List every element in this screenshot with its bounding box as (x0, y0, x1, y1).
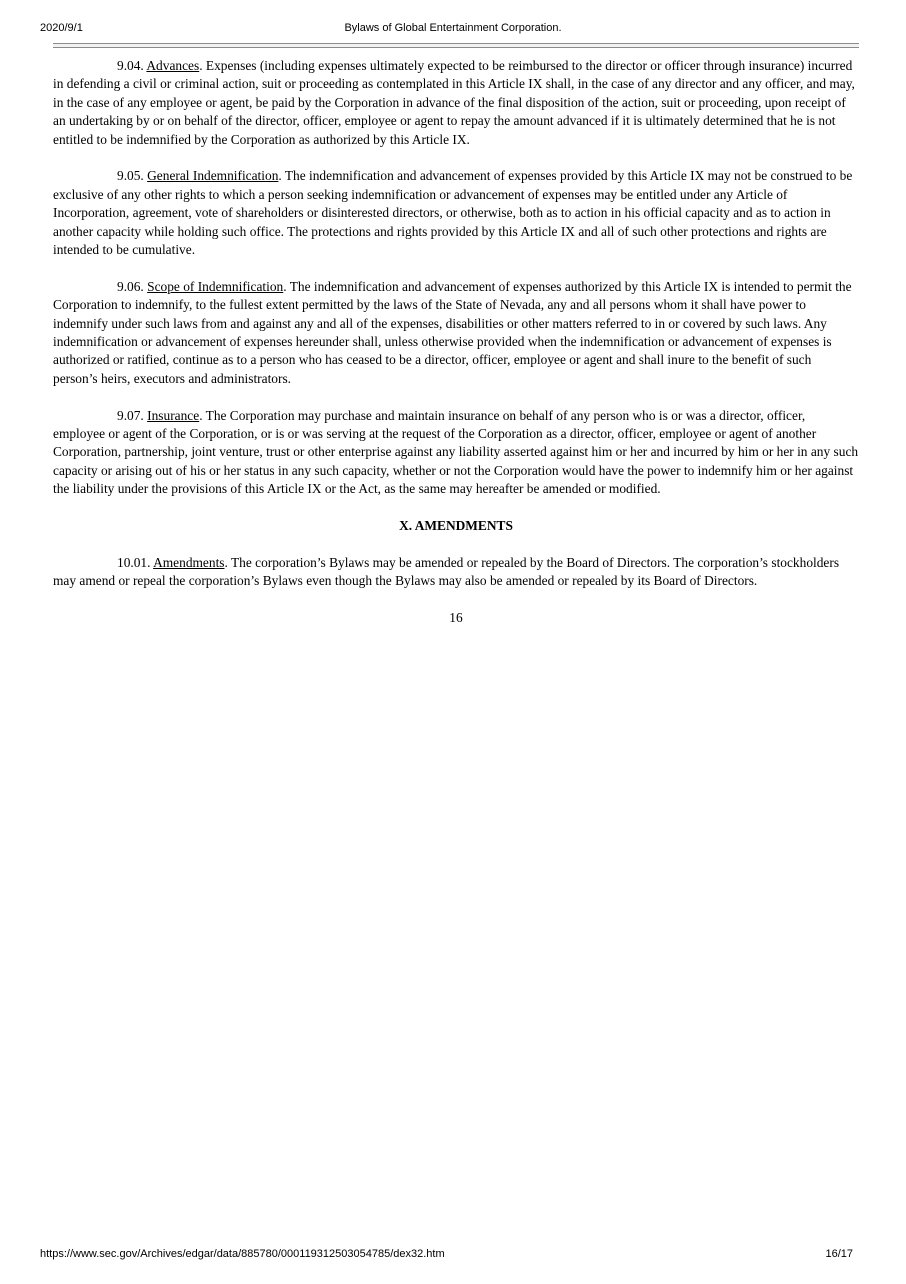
section-body: . Expenses (including expenses ultimately expected to be reimbursed to the director or officer through insurance) incurred in defending a civil or criminal action, suit or proceeding as contemplated in this Article IX shall, in the case of any director and any officer, and may, in the case of any employee or agent, be paid by the Corporation in advance of the final disposition of the action, suit or proceeding, upon receipt of an undertaking by or on behalf of the director, officer, employee or agent to repay the amount advanced if it is ultimately determined that he is not entitled to be indemnified by the Corporation as authorized by this Article IX. (53, 58, 855, 147)
section-title: Advances (146, 58, 200, 73)
document-title: Bylaws of Global Entertainment Corporation. (344, 22, 562, 34)
header-rule (53, 43, 859, 48)
print-header (40, 22, 866, 38)
print-footer (40, 1248, 866, 1264)
article-heading: X. AMENDMENTS (399, 518, 513, 534)
section-title: Scope of Indemnification (147, 278, 284, 294)
section-number: 9.06. (117, 278, 144, 294)
section-title: Amendments (153, 554, 225, 570)
section-9-04 (53, 57, 859, 149)
footer-page-count: 16/17 (825, 1248, 853, 1260)
document-body (53, 57, 859, 646)
section-number: 9.04. (117, 58, 144, 73)
section-10-01 (53, 554, 859, 591)
section-body: . The Corporation may purchase and maintain insurance on behalf of any person who is or was a director, officer, employee or agent of the Corporation, or is or was serving at the request of the Corporation as a director, officer, employee or agent of another Corporation, partnership, joint venture, trust or other enterprise against any liability asserted against him or her and incurred by him or her in any such capacity or arising out of his or her status in any such capacity, whether or not the Corporation would have the power to indemnify him or her against the liability under the provisions of this Article IX or the Act, as the same may hereafter be amended or modified. (53, 407, 859, 497)
section-number: 9.07. (117, 407, 144, 423)
section-9-06 (53, 278, 859, 388)
section-body: . The corporation’s Bylaws may be amended or repealed by the Board of Directors. The corporation’s stockholders may amend or repeal the corporation’s Bylaws even though the Bylaws may also be amended or repealed by its Board of Directors. (53, 554, 840, 589)
section-title: General Indemnification (147, 168, 279, 184)
print-date: 2020/9/1 (40, 22, 83, 34)
section-body: . The indemnification and advancement of expenses authorized by this Article IX is intended to permit the Corporation to indemnify, to the fullest extent permitted by the laws of the State of Nevada, any and all persons whom it shall have power to indemnify under such laws from and against any and all of the expenses, disabilities or other matters referred to in or covered by such laws. Any indemnification or advancement of expenses hereunder shall, unless otherwise provided when the indemnification or advancement of expenses is authorized or ratified, continue as to a person who has ceased to be a director, officer, employee or agent and shall inure to the benefit of such person’s heirs, executors and administrators. (53, 278, 852, 386)
footer-url: https://www.sec.gov/Archives/edgar/data/885780/000119312503054785/dex32.htm (40, 1248, 445, 1260)
section-number: 10.01. (117, 554, 151, 570)
section-number: 9.05. (117, 168, 144, 184)
section-body: . The indemnification and advancement of expenses provided by this Article IX may not be construed to be exclusive of any other rights to which a person seeking indemnification or advancement of expenses may be entitled under any Article of Incorporation, agreement, vote of shareholders or disinterested directors, or otherwise, both as to action in his official capacity and as to action in another capacity while holding such office. The protections and rights provided by this Article IX and all of such other protections and rights are intended to be cumulative. (53, 168, 853, 258)
section-9-05 (53, 167, 859, 259)
section-9-07 (53, 407, 859, 499)
section-title: Insurance (147, 407, 200, 423)
page-number: 16 (449, 610, 463, 626)
